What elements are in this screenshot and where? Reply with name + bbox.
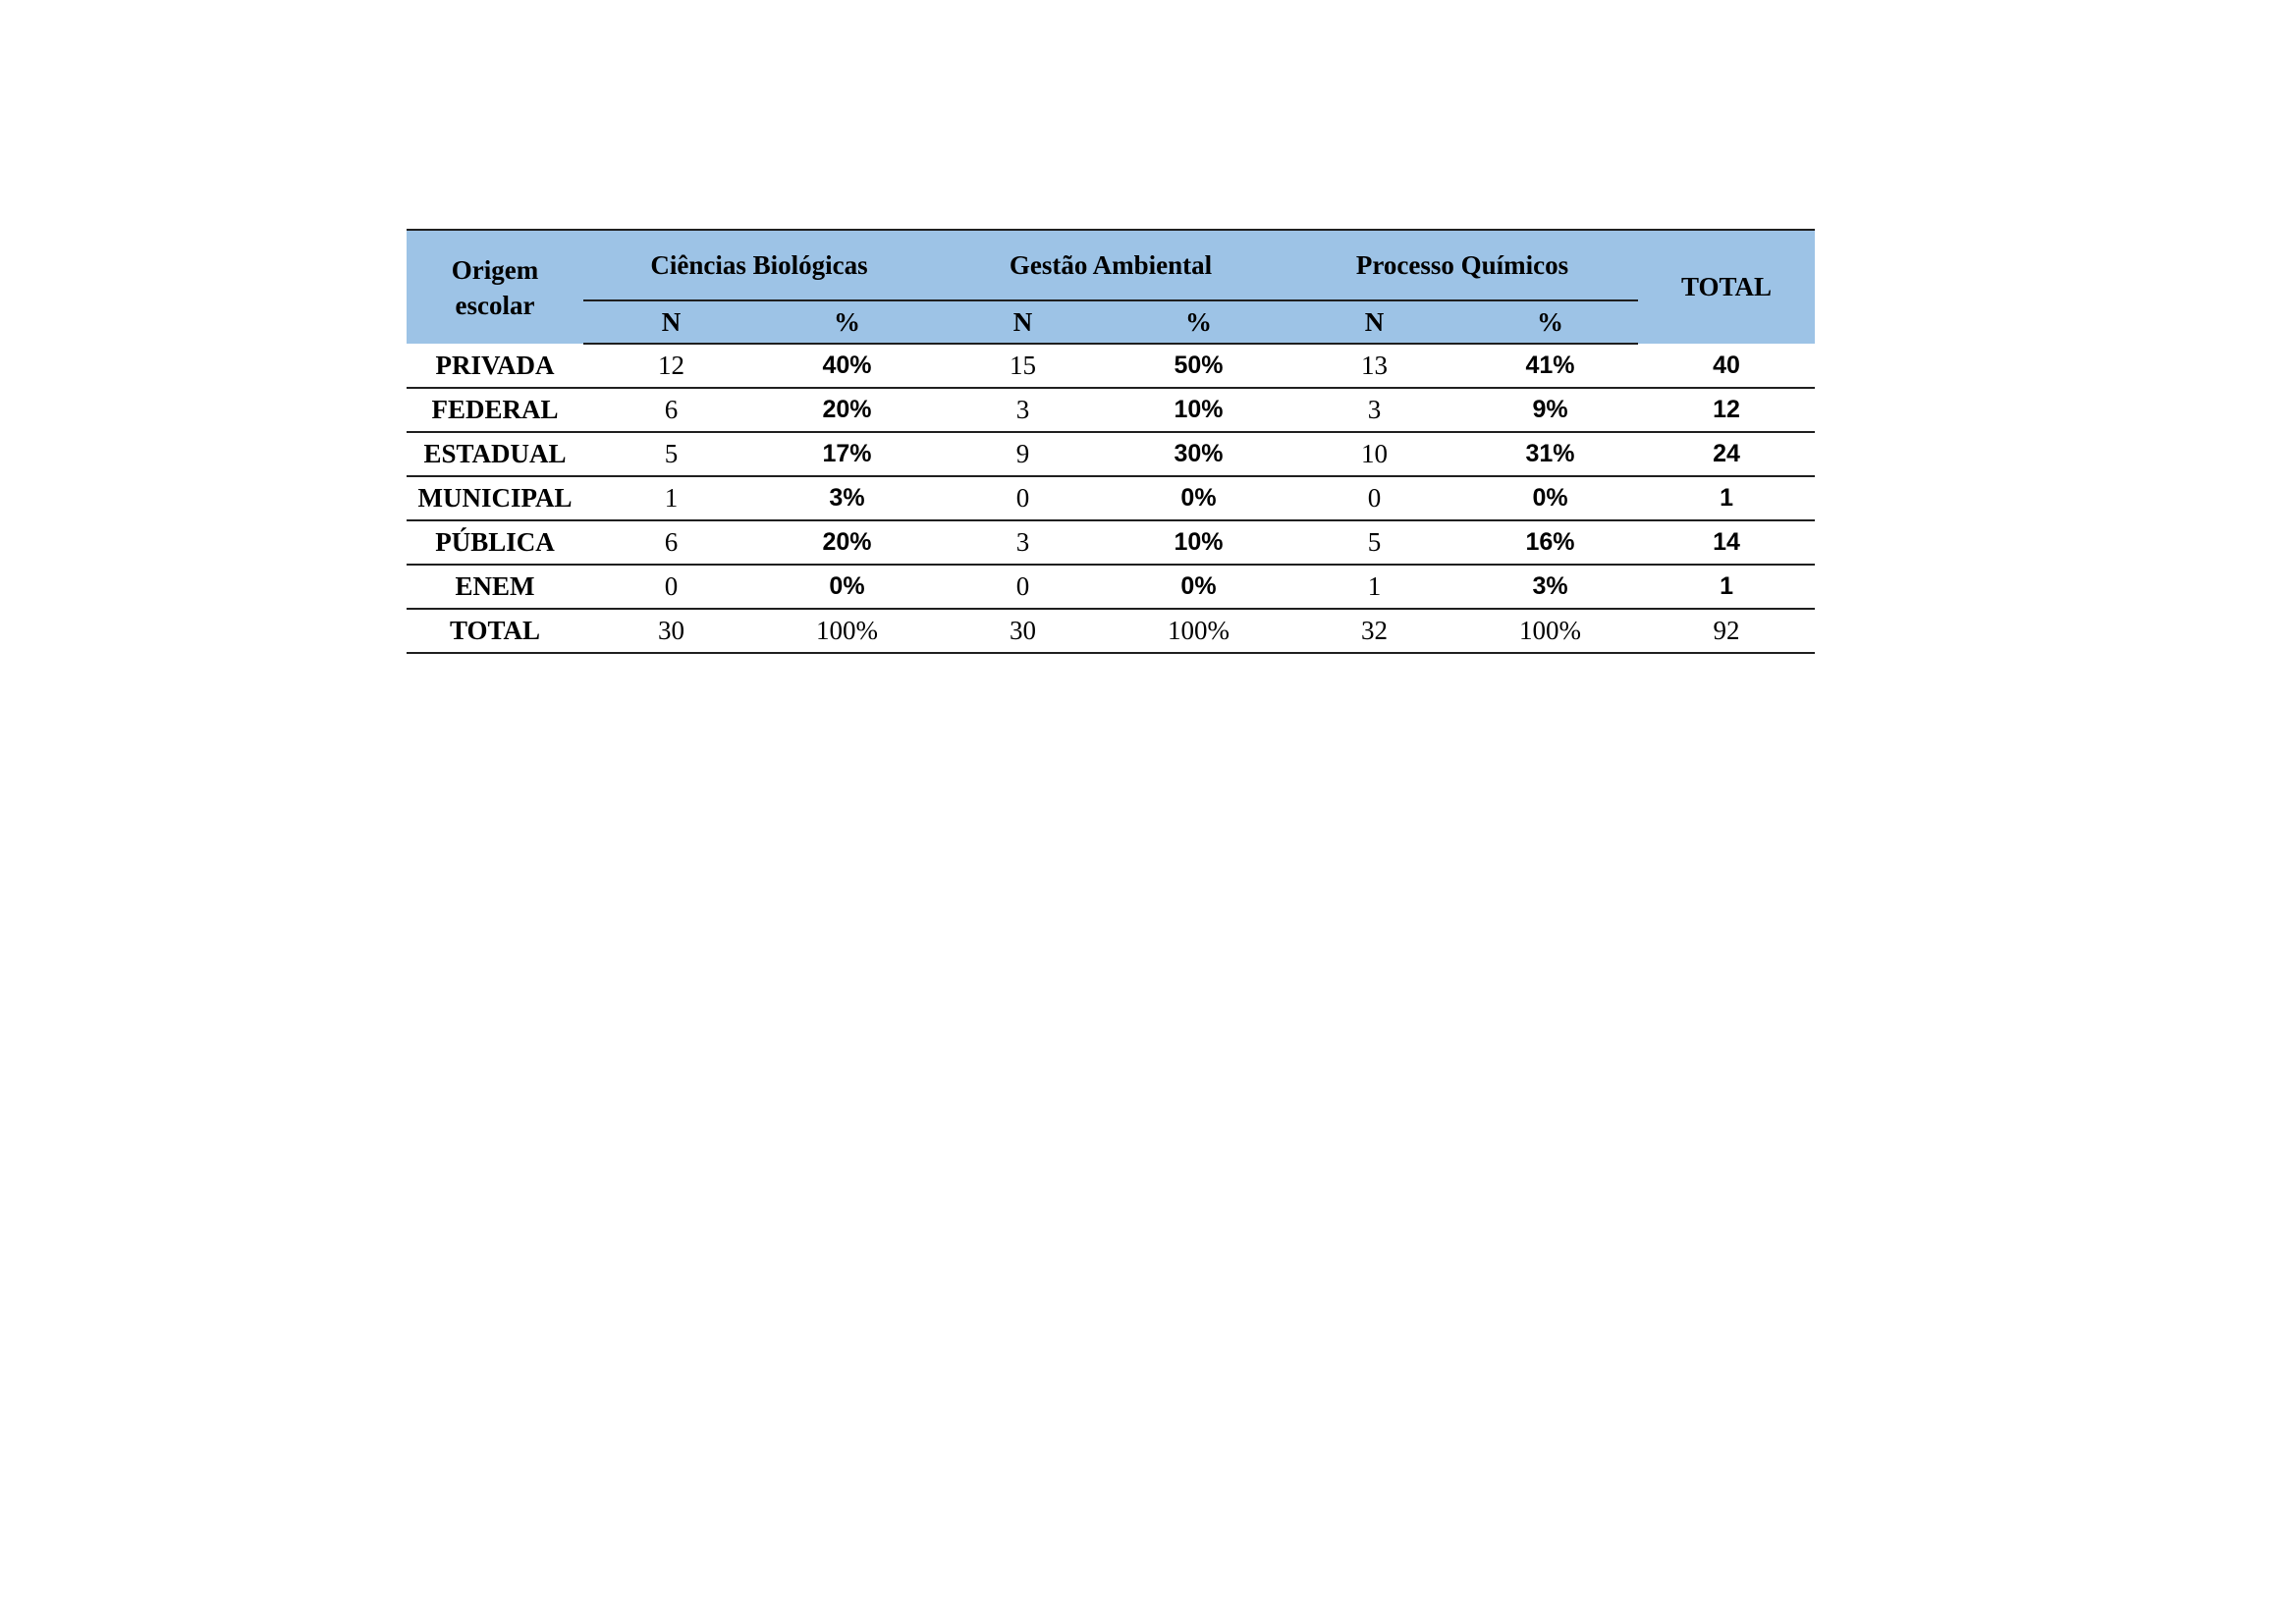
- row-label: PÚBLICA: [407, 520, 583, 565]
- sub-header-n: N: [1286, 300, 1462, 344]
- origin-column-header: [407, 230, 583, 344]
- cell-percent: 0%: [1111, 565, 1286, 609]
- cell-percent: 100%: [1111, 609, 1286, 653]
- cell-n: 5: [583, 432, 759, 476]
- table-row-federal: [407, 388, 1815, 432]
- cell-percent: 30%: [1111, 432, 1286, 476]
- origin-header-line2: escolar: [455, 290, 535, 320]
- cell-percent: 0%: [1462, 476, 1638, 520]
- cell-n: 0: [1286, 476, 1462, 520]
- cell-percent: 3%: [1462, 565, 1638, 609]
- origin-school-table: [407, 229, 1815, 654]
- cell-n: 1: [583, 476, 759, 520]
- cell-percent: 20%: [759, 520, 935, 565]
- group-header-ciencias-biologicas: Ciências Biológicas: [583, 230, 935, 300]
- sub-header-percent: %: [1111, 300, 1286, 344]
- cell-total: 1: [1638, 476, 1815, 520]
- cell-n: 0: [583, 565, 759, 609]
- table-row-estadual: [407, 432, 1815, 476]
- sub-header-percent: %: [759, 300, 935, 344]
- total-column-header: TOTAL: [1638, 230, 1815, 344]
- cell-percent: 9%: [1462, 388, 1638, 432]
- row-label: MUNICIPAL: [407, 476, 583, 520]
- cell-percent: 31%: [1462, 432, 1638, 476]
- table-body: [407, 344, 1815, 653]
- cell-n: 6: [583, 388, 759, 432]
- row-label: PRIVADA: [407, 344, 583, 388]
- sub-header-percent: %: [1462, 300, 1638, 344]
- cell-percent: 100%: [1462, 609, 1638, 653]
- table-row-publica: [407, 520, 1815, 565]
- sub-header-n: N: [935, 300, 1111, 344]
- cell-percent: 20%: [759, 388, 935, 432]
- table-header: [407, 230, 1815, 344]
- cell-n: 5: [1286, 520, 1462, 565]
- table-row-municipal: [407, 476, 1815, 520]
- cell-n: 30: [935, 609, 1111, 653]
- cell-total: 12: [1638, 388, 1815, 432]
- cell-total: 14: [1638, 520, 1815, 565]
- sub-header-n: N: [583, 300, 759, 344]
- cell-total: 40: [1638, 344, 1815, 388]
- cell-n: 1: [1286, 565, 1462, 609]
- table-row-total: [407, 609, 1815, 653]
- cell-percent: 40%: [759, 344, 935, 388]
- cell-n: 9: [935, 432, 1111, 476]
- cell-n: 3: [1286, 388, 1462, 432]
- cell-n: 0: [935, 476, 1111, 520]
- cell-percent: 10%: [1111, 520, 1286, 565]
- row-label: TOTAL: [407, 609, 583, 653]
- cell-percent: 41%: [1462, 344, 1638, 388]
- cell-n: 3: [935, 520, 1111, 565]
- cell-n: 6: [583, 520, 759, 565]
- cell-percent: 0%: [759, 565, 935, 609]
- group-header-processo-quimicos: Processo Químicos: [1286, 230, 1638, 300]
- row-label: ESTADUAL: [407, 432, 583, 476]
- cell-n: 10: [1286, 432, 1462, 476]
- cell-n: 12: [583, 344, 759, 388]
- table-row-enem: [407, 565, 1815, 609]
- cell-n: 0: [935, 565, 1111, 609]
- cell-total: 24: [1638, 432, 1815, 476]
- cell-percent: 50%: [1111, 344, 1286, 388]
- cell-n: 15: [935, 344, 1111, 388]
- cell-percent: 17%: [759, 432, 935, 476]
- cell-n: 30: [583, 609, 759, 653]
- row-label: FEDERAL: [407, 388, 583, 432]
- cell-n: 13: [1286, 344, 1462, 388]
- cell-total: 92: [1638, 609, 1815, 653]
- cell-percent: 16%: [1462, 520, 1638, 565]
- cell-n: 3: [935, 388, 1111, 432]
- cell-percent: 10%: [1111, 388, 1286, 432]
- table-row-privada: [407, 344, 1815, 388]
- cell-total: 1: [1638, 565, 1815, 609]
- row-label: ENEM: [407, 565, 583, 609]
- group-header-gestao-ambiental: Gestão Ambiental: [935, 230, 1286, 300]
- cell-percent: 3%: [759, 476, 935, 520]
- cell-n: 32: [1286, 609, 1462, 653]
- cell-percent: 100%: [759, 609, 935, 653]
- origin-header-line1: Origem: [451, 254, 539, 285]
- cell-percent: 0%: [1111, 476, 1286, 520]
